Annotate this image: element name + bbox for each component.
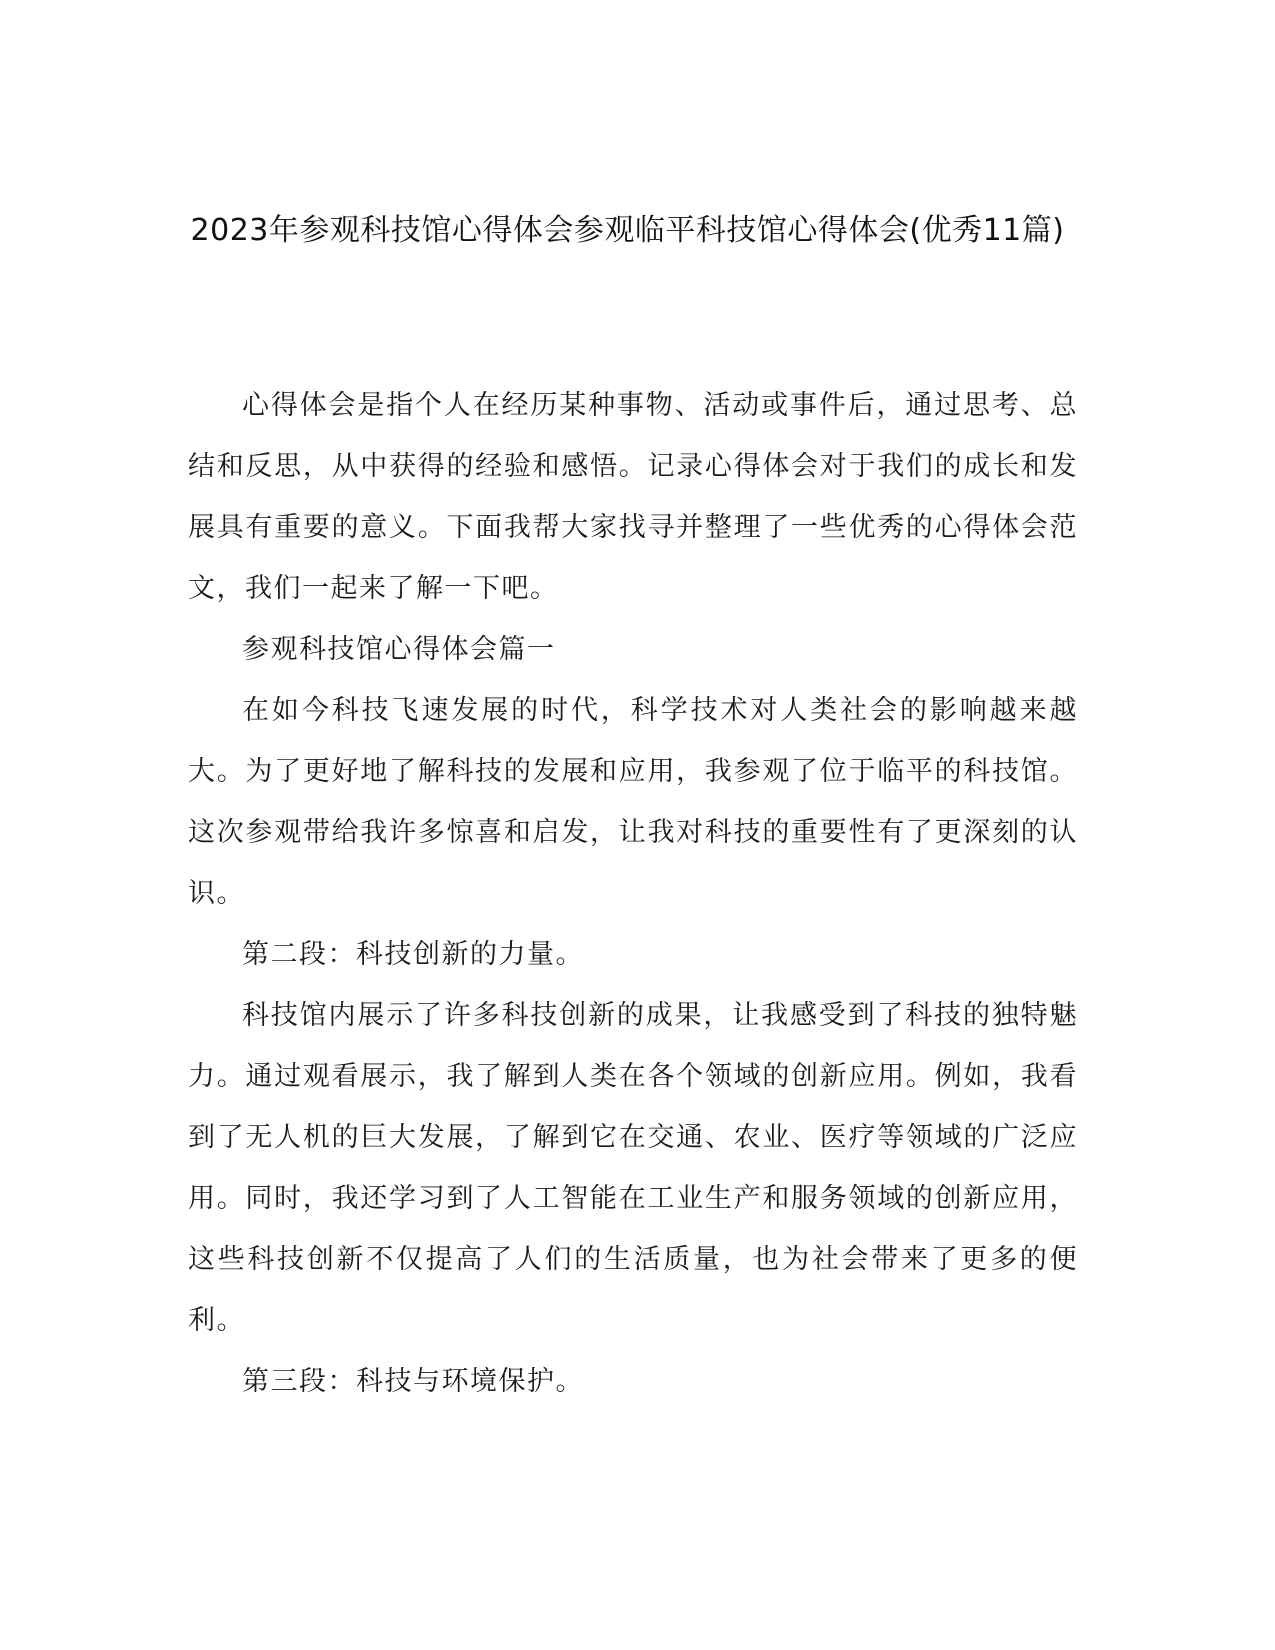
- section-heading-third: 第三段：科技与环境保护。: [242, 1366, 584, 1397]
- body-paragraph: 在如今科技飞速发展的时代，科学技术对人类社会的影响越来越大。为了更好地了解科技的发展和应用，我参观了位于临平的科技馆。这次参观带给我许多惊喜和启发，让我对科技的重要性有了更深刻的认识。: [188, 695, 1078, 909]
- section-heading-part-one: 参观科技馆心得体会篇一: [242, 634, 556, 665]
- body-paragraph: 科技馆内展示了许多科技创新的成果，让我感受到了科技的独特魅力。通过观看展示，我了解到人类在各个领域的创新应用。例如，我看到了无人机的巨大发展，了解到它在交通、农业、医疗等领域的广泛应用。同时，我还学习到了人工智能在工业生产和服务领域的创新应用，这些科技创新不仅提高了人们的生活质量，也为社会带来了更多的便利。: [188, 1000, 1078, 1336]
- section-heading-second: 第二段：科技创新的力量。: [242, 939, 584, 970]
- document-body: [188, 375, 1078, 1412]
- intro-paragraph: 心得体会是指个人在经历某种事物、活动或事件后，通过思考、总结和反思，从中获得的经验和感悟。记录心得体会对于我们的成长和发展具有重要的意义。下面我帮大家找寻并整理了一些优秀的心得体会范文，我们一起来了解一下吧。: [188, 390, 1078, 604]
- document-title: 2023年参观科技馆心得体会参观临平科技馆心得体会(优秀11篇): [190, 213, 1065, 248]
